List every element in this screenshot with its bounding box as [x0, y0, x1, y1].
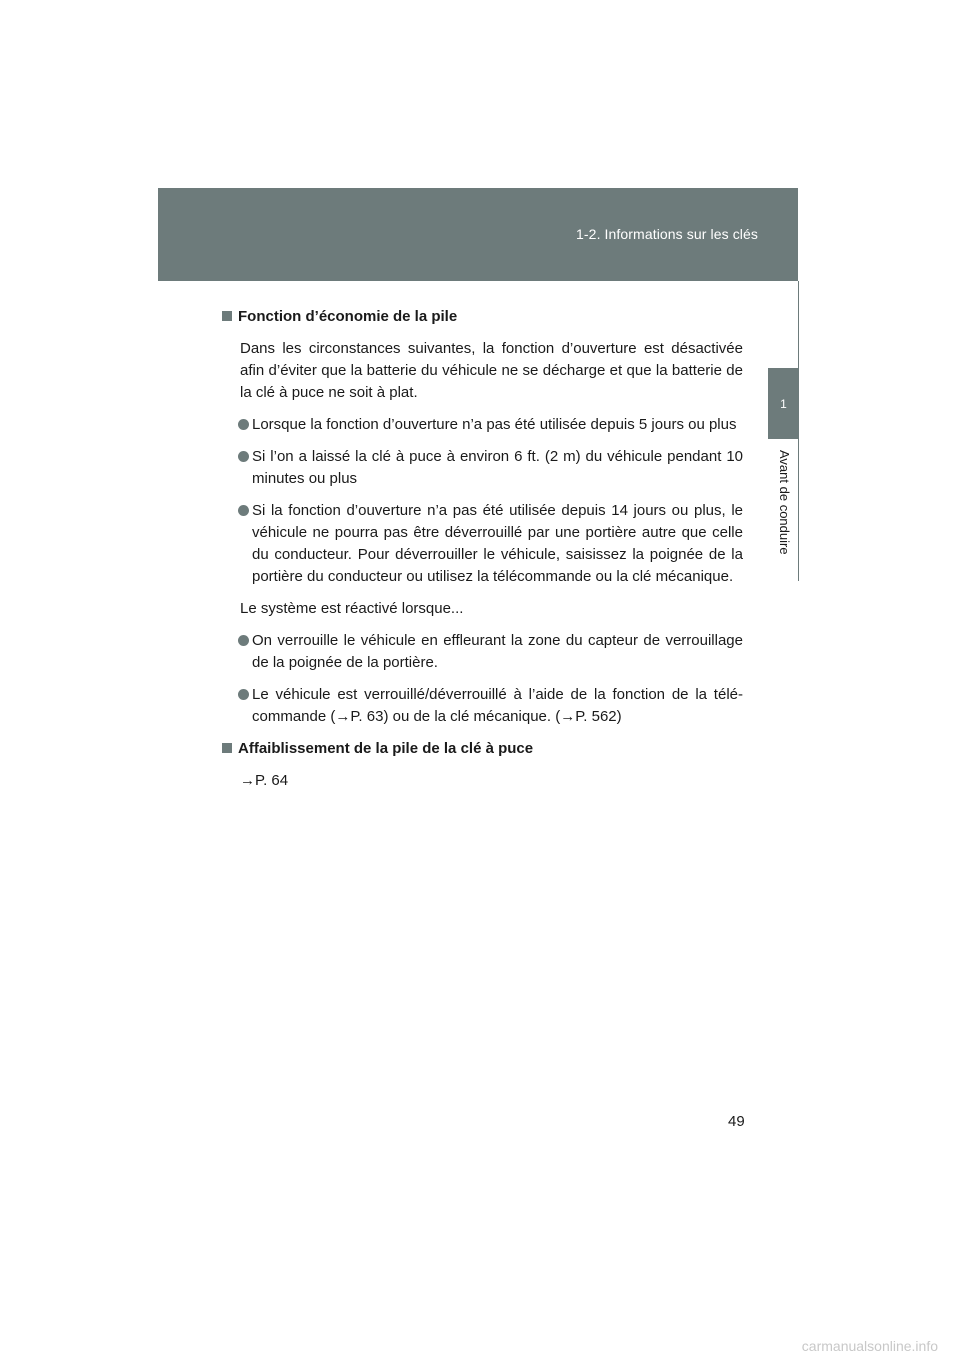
circle-bullet-icon [238, 419, 249, 430]
square-bullet-icon [222, 743, 232, 753]
section-header-title: 1-2. Informations sur les clés [576, 226, 758, 242]
circle-bullet-icon [238, 635, 249, 646]
intro-paragraph: Dans les circonstances suivantes, la fonction d’ouverture est désactivée afin d’éviter que la batterie du véhicule ne se décharge et que la batterie de la clé à puce ne soit à plat. [240, 340, 743, 401]
watermark: carmanualsonline.info [801, 1338, 938, 1354]
circle-bullet-icon [238, 451, 249, 462]
section-title-key-battery: Affaiblissement de la pile de la clé à puce [222, 738, 743, 760]
list-item: Si l’on a laissé la clé à puce à environ 6 ft. (2 m) du véhicule pendant 10 minutes ou plus [240, 446, 743, 490]
square-bullet-icon [222, 311, 232, 321]
circle-bullet-icon [238, 689, 249, 700]
page-reference-link[interactable]: →P. 64 [240, 772, 289, 789]
list-item: Le véhicule est verrouillé/déverrouillé à l’aide de la fonction de la télé-commande (→P. 63) ou de la clé mécanique. (→P. 562) [240, 684, 743, 728]
list-item: On verrouille le véhicule en effleurant la zone du capteur de verrouillage de la poignée de la portière. [240, 630, 743, 674]
page-content [224, 306, 743, 792]
section-title-battery-saving: Fonction d’économie de la pile [222, 306, 743, 328]
list-item: Lorsque la fonction d’ouverture n’a pas été utilisée depuis 5 jours ou plus [240, 414, 743, 436]
header-band [158, 188, 798, 281]
list-item: Si la fonction d’ouverture n’a pas été utilisée depuis 14 jours ou plus, le véhicule ne pourra pas être déverrouillé par une portière autre que celle du conducteur. Pour déverrouiller le véhicule, saisissez la poignée de la portière du conducteur ou utilisez la télécommande ou la clé mécanique. [240, 500, 743, 588]
circle-bullet-icon [238, 505, 249, 516]
chapter-number: 1 [780, 396, 787, 411]
chapter-label: Avant de conduire [777, 450, 792, 555]
reactivation-paragraph: Le système est réactivé lorsque... [240, 600, 464, 617]
page-number: 49 [728, 1113, 745, 1130]
chapter-tab [768, 368, 799, 439]
